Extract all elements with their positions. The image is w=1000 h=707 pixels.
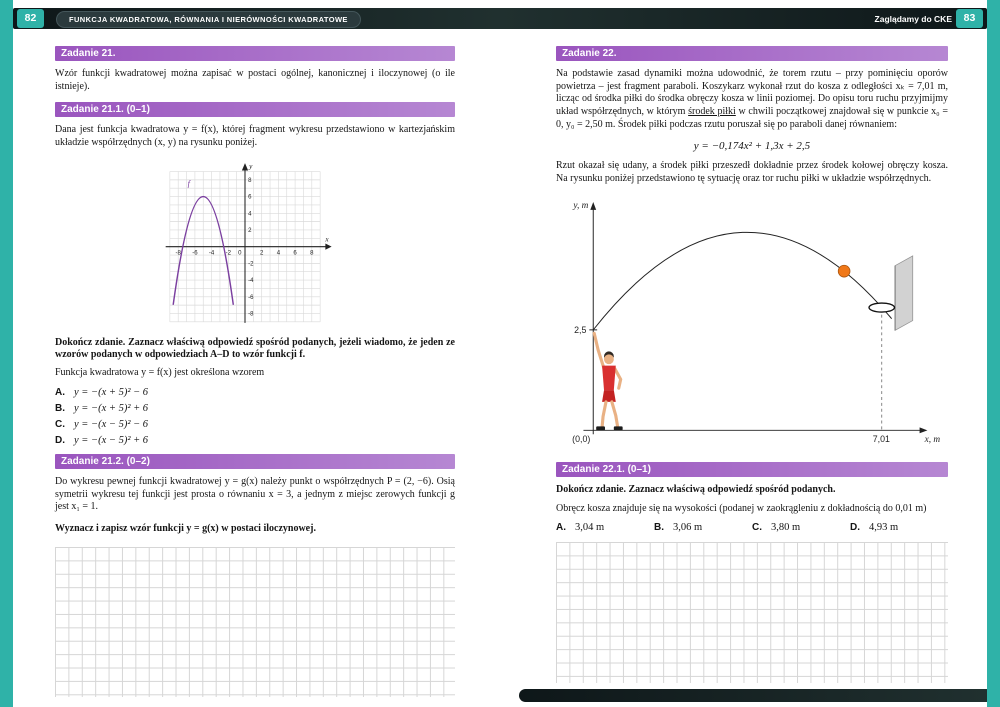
y-axis-label: y [249,161,253,171]
player-figure [594,333,622,430]
player-jersey [602,365,616,390]
page-number-right: 83 [956,9,983,28]
task-22-header: Zadanie 22. [556,46,948,61]
option-value: 3,80 m [771,522,801,534]
x-tick: -2 [225,250,231,257]
page-number-left: 82 [17,9,44,28]
start-height-label: 2,5 [574,324,587,335]
intro-text: w chwili początkowej znajdował się w punkcie x₀ = 0, y₀ = 2,50 m. Środek piłki podczas rzutu poruszał się po paraboli danej równaniem: [556,106,948,130]
option-letter: A. [55,386,65,398]
option-formula: y = −(x − 5)² − 6 [74,418,149,430]
answer-option-b [55,403,455,414]
origin-tick: 0 [238,250,242,257]
answer-options-21-1 [55,387,455,446]
basket-distance-label: 7,01 [872,433,890,444]
function-graph [155,159,455,331]
task-21-2-prompt: Wyznacz i zapisz wzór funkcji y = g(x) w postaci iloczynowej. [55,522,316,534]
intro-text: Na podstawie zasad dynamiki można udowodnić, że torem rzutu – przy pominięciu oporów powietrza – jest fragment paraboli. Koszykarz wykonał rzut do kosza z odległości xₖ = 7,01 m, licząc od środka piłki do środka obręczy kosza w linii poziomej. Do opisu toru ruchu przyjmijmy układ współrzędnych, w którym [556,68,948,118]
left-edge-strip [0,0,13,707]
player-head [604,354,614,364]
bottom-footer-bar [519,689,987,702]
y-tick: -4 [248,277,254,284]
answer-option-a [556,522,654,533]
y-tick: 2 [248,227,252,234]
right-edge-strip [987,0,1000,707]
task-22-1-prompt: Dokończ zdanie. Zaznacz właściwą odpowiedź spośród podanych. [556,483,836,495]
option-formula: y = −(x + 5)² − 6 [74,386,149,398]
task-21-2-header: Zadanie 21.2. (0–2) [55,454,455,469]
y-axis-label: y, m [573,200,589,211]
option-letter: B. [654,522,664,534]
origin-label: (0,0) [572,433,591,444]
player-right-leg [612,402,618,427]
parabola-graph-svg [155,159,335,326]
y-tick: -6 [248,294,254,301]
answer-options-22-1 [556,522,948,533]
option-letter: B. [55,402,65,414]
x-axis-label: x, m [924,434,941,445]
option-formula: y = −(x − 5)² + 6 [74,434,149,446]
answer-option-a [55,387,455,398]
trajectory-equation: y = −0,174x² + 1,3x + 2,5 [693,140,811,153]
option-value: 3,04 m [575,522,605,534]
player-lower-arm [615,368,621,388]
player-left-leg [602,402,606,427]
trajectory-curve [593,232,891,330]
task-21-intro: Wzór funkcji kwadratowej można zapisać w postaci ogólnej, kanonicznej i iloczynowej (o ile istnieje). [55,68,455,92]
page-83 [500,46,987,707]
x-tick: 8 [310,250,314,257]
y-tick: -2 [248,261,254,268]
answer-option-d [55,435,455,446]
option-letter: C. [752,522,762,534]
x-tick: -6 [192,250,198,257]
task-21-1-prompt: Dokończ zdanie. Zaznacz właściwą odpowiedź spośród podanych, jeżeli wiadomo, że jeden ze wzorów podanych w odpowiedziach A–D to wzór funkcji f. [55,336,455,361]
x-tick: -4 [208,250,215,257]
cke-section-label: Zaglądamy do CKE [874,14,952,24]
player-shorts [602,390,616,402]
player-right-shoe [614,426,623,430]
task-22-outro: Rzut okazał się udany, a środek piłki przeszedł dokładnie przez środek kołowej obręczy kosza. Na rysunku poniżej przedstawiono tę sytuację oraz tor ruchu piłki w układzie współrzędnych. [556,160,948,185]
y-axis-arrow-icon [242,163,248,170]
task-22-intro [556,68,948,131]
basket-rim [869,303,894,312]
x-tick: -8 [175,250,181,257]
working-grid [556,542,948,683]
task-22-1-stem: Obręcz kosza znajduje się na wysokości (podanej w zaokrągleniu z dokładnością do 0,01 m) [556,502,927,514]
x-axis-label: x [325,234,329,244]
answer-option-c [55,419,455,430]
option-value: 3,06 m [673,522,703,534]
book-spread [13,46,987,707]
task-21-1-header: Zadanie 21.1. (0–1) [55,102,455,117]
option-letter: D. [850,522,860,534]
answer-option-d [850,522,948,533]
curve-label: f [187,178,190,188]
option-letter: A. [556,522,566,534]
option-letter: D. [55,434,65,446]
basketball-figure [556,195,948,457]
x-axis-arrow-icon [920,427,928,433]
y-tick: 8 [248,177,252,184]
y-tick: -8 [248,311,254,318]
answer-option-c [752,522,850,533]
trajectory-figure-svg [556,195,948,452]
option-value: 4,93 m [869,522,899,534]
x-tick: 4 [276,250,281,257]
task-22-1-header: Zadanie 22.1. (0–1) [556,462,948,477]
y-tick: 4 [248,211,252,218]
option-letter: C. [55,418,65,430]
player-raised-arm [594,333,604,368]
option-formula: y = −(x + 5)² + 6 [74,402,149,414]
working-grid [55,547,455,697]
chapter-title: FUNKCJA KWADRATOWA, RÓWNANIA I NIERÓWNOŚCI KWADRATOWE [56,11,361,28]
x-tick: 6 [293,250,297,257]
x-tick: 2 [260,250,264,257]
task-21-2-intro: Do wykresu pewnej funkcji kwadratowej y = g(x) należy punkt o współrzędnych P = (2, −6). Osią symetrii wykresu tej funkcji jest prosta o równaniu x = 3, a jednym z miejsc zerowych funkcji g jest x₁ = 1. [55,475,455,513]
y-axis-arrow-icon [590,202,596,210]
underlined-text: środek piłki [688,106,736,118]
basketball-icon [838,265,850,277]
answer-option-b [654,522,752,533]
x-axis-arrow-icon [325,243,331,249]
task-21-1-stem: Funkcja kwadratowa y = f(x) jest określona wzorem [55,367,265,379]
task-21-1-intro: Dana jest funkcja kwadratowa y = f(x), której fragment wykresu przedstawiono w kartezjańskim układzie współrzędnych (x, y) na rysunku poniżej. [55,124,455,149]
y-tick: 6 [248,194,252,201]
player-left-shoe [596,426,605,430]
page-82 [13,46,500,707]
task-21-header: Zadanie 21. [55,46,455,61]
backboard [895,256,913,330]
